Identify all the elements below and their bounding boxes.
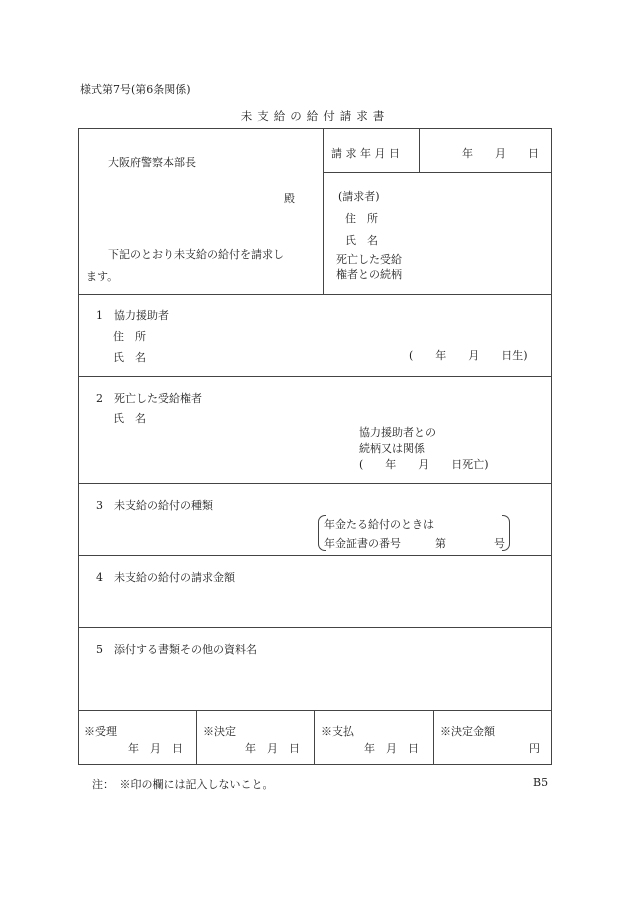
footer-divider-1	[196, 710, 197, 765]
yen-unit: 円	[529, 742, 540, 755]
pension-number-prefix: 第	[435, 537, 446, 550]
request-text-line2: ます。	[86, 270, 119, 283]
header-divider	[323, 128, 324, 294]
date-row-bottom	[323, 172, 552, 173]
page-title: 未支給の給付請求書	[240, 109, 390, 123]
decided-date: 年 月 日	[245, 742, 300, 755]
form-frame	[78, 128, 552, 765]
deceased-name-label: 氏 名	[113, 412, 146, 425]
honorific: 殿	[284, 192, 295, 205]
claimant-name-label: 氏 名	[345, 234, 378, 247]
footer-divider-3	[433, 710, 434, 765]
section-3-heading: 3 未支給の給付の種類	[96, 499, 213, 512]
request-text-line1: 下記のとおり未支給の給付を請求し	[108, 248, 284, 261]
section-4-top	[78, 555, 552, 556]
helper-birthdate[interactable]: ( 年 月 日生)	[409, 349, 528, 362]
pension-number-label: 年金証書の番号	[324, 537, 401, 550]
deceased-relation-line1: 協力援助者との	[359, 426, 436, 439]
footer-divider-2	[314, 710, 315, 765]
addressee: 大阪府警察本部長	[108, 156, 196, 169]
section-2-heading: 2 死亡した受給権者	[96, 392, 202, 405]
decided-label: ※決定	[203, 725, 236, 738]
paper-size: B5	[533, 776, 549, 789]
section-1-heading: 1 協力援助者	[96, 309, 169, 322]
deceased-death-date[interactable]: ( 年 月 日死亡)	[359, 458, 489, 471]
form-number: 様式第7号(第6条関係)	[80, 83, 191, 96]
footnote: 注： ※印の欄には記入しないこと。	[92, 778, 274, 791]
claimant-label: (請求者)	[338, 190, 380, 203]
section-5-top	[78, 627, 552, 628]
date-cell-divider	[419, 128, 420, 172]
claimant-address-label: 住 所	[345, 212, 378, 225]
received-date: 年 月 日	[128, 742, 183, 755]
relation-label-line2: 権者との続柄	[336, 268, 402, 281]
relation-label-line1: 死亡した受給	[336, 253, 402, 266]
footer-row-top	[78, 710, 552, 711]
helper-address-label: 住 所	[113, 330, 146, 343]
section-3-top	[78, 483, 552, 484]
paid-label: ※支払	[321, 725, 354, 738]
decided-amount-label: ※決定金額	[440, 725, 495, 738]
received-label: ※受理	[84, 725, 117, 738]
section-2-top	[78, 376, 552, 377]
section-4-heading: 4 未支給の給付の請求金額	[96, 571, 235, 584]
section-5-heading: 5 添付する書類その他の資料名	[96, 643, 257, 656]
deceased-relation-line2: 続柄又は関係	[359, 442, 425, 455]
section-1-top	[78, 294, 552, 295]
request-date-field[interactable]: 年 月 日	[462, 147, 539, 160]
pension-number-suffix: 号	[494, 537, 505, 550]
pension-note-line1: 年金たる給付のときは	[324, 518, 434, 531]
paid-date: 年 月 日	[364, 742, 419, 755]
request-date-label: 請 求 年 月 日	[331, 147, 400, 160]
helper-name-label: 氏 名	[113, 351, 146, 364]
